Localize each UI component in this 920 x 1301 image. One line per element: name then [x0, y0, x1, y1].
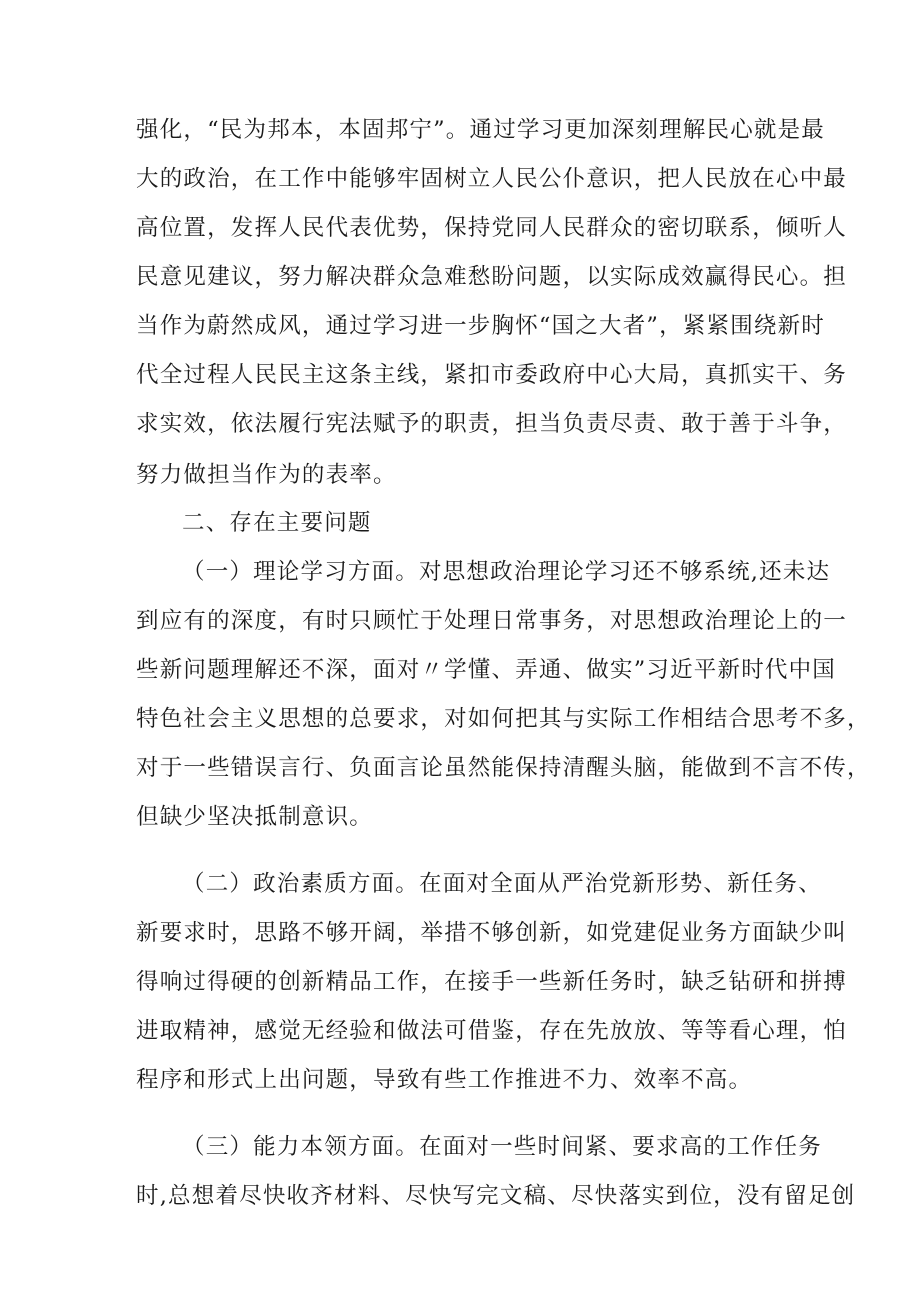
- paragraph-line: 对于一些错误言行、负面言论虽然能保持清醒头脑，能做到不言不传，: [136, 755, 871, 781]
- paragraph-line: 些新问题理解还不深，面对〃学懂、弄通、做实”习近平新时代中国: [136, 657, 837, 683]
- paragraph-line: 进取精神，感觉无经验和做法可借鉴，存在先放放、等等看心理，怕: [136, 1018, 848, 1044]
- section-heading: 二、存在主要问题: [182, 510, 372, 536]
- paragraph-line: 得响过得硬的创新精品工作，在接手一些新任务时，缺乏钻研和拼搏: [136, 969, 848, 995]
- paragraph-line: （三）能力本领方面。在面对一些时间紧、要求高的工作任务: [182, 1134, 822, 1160]
- paragraph-line: （一）理论学习方面。对思想政治理论学习还不够系统,还未达: [182, 559, 831, 585]
- paragraph-line: 民意见建议，努力解决群众急难愁盼问题，以实际成效赢得民心。担: [136, 264, 848, 290]
- paragraph-line: 强化，“民为邦本，本固邦宁”。通过学习更加深刻理解民心就是最: [136, 117, 826, 143]
- paragraph-line: 大的政治，在工作中能够牢固树立人民公仆意识，把人民放在心中最: [136, 166, 848, 192]
- paragraph-line: 努力做担当作为的表率。: [136, 462, 397, 488]
- paragraph-line: 程序和形式上出问题，导致有些工作推进不力、效率不高。: [136, 1067, 753, 1093]
- paragraph-line: 特色社会主义思想的总要求，对如何把其与实际工作相结合思考不多，: [136, 706, 871, 732]
- paragraph-line: （二）政治素质方面。在面对全面从严治党新形势、新任务、: [182, 871, 822, 897]
- paragraph-line: 代全过程人民民主这条主线，紧扣市委政府中心大局，真抓实干、务: [136, 362, 848, 388]
- paragraph-line: 高位置，发挥人民代表优势，保持党同人民群众的密切联系，倾听人: [136, 215, 848, 241]
- paragraph-line: 当作为蔚然成风，通过学习进一步胸怀“国之大者”，紧紧围绕新时: [136, 313, 826, 339]
- paragraph-line: 到应有的深度，有时只顾忙于处理日常事务，对思想政治理论上的一: [136, 608, 848, 634]
- paragraph-line: 新要求时，思路不够开阔，举措不够创新，如党建促业务方面缺少叫: [136, 920, 848, 946]
- paragraph-line: 时,总想着尽快收齐材料、尽快写完文稿、尽快落实到位，没有留足创: [136, 1183, 856, 1209]
- paragraph-line: 求实效，依法履行宪法赋予的职责，担当负责尽责、敢于善于斗争，: [136, 411, 848, 437]
- paragraph-line: 但缺少坚决抵制意识。: [136, 804, 374, 830]
